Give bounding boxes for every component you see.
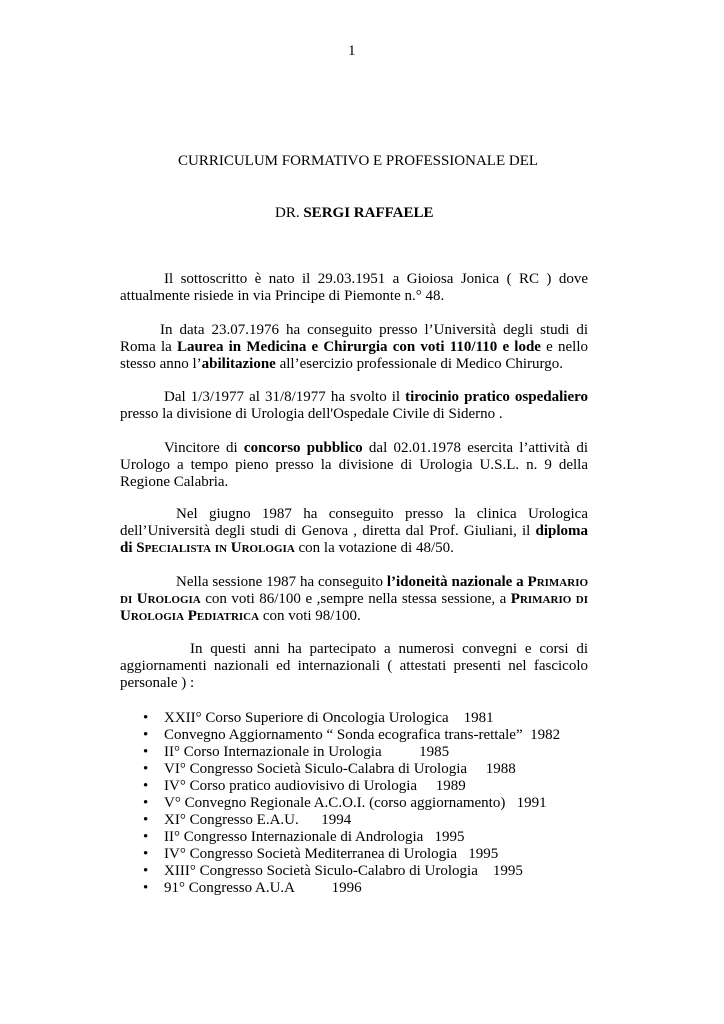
page-number: 1 <box>348 43 356 59</box>
competition-text-1: Vincitore di <box>164 440 244 456</box>
list-item: • Convegno Aggiornamento “ Sonda ecografica trans-rettale” 1982 <box>143 727 560 744</box>
list-item: • II° Congresso Internazionale di Andrologia 1995 <box>143 829 560 846</box>
doctor-name <box>275 205 434 222</box>
degree-title: Laurea in Medicina e Chirurgia con voti 110/110 e lode <box>177 339 541 355</box>
degree-text-1: In data 23.07.1976 ha conseguito presso l’Università degli studi di Roma la <box>120 322 588 355</box>
qualification-primario: Primario di Urologia <box>120 574 589 607</box>
specialization-diploma: diploma di <box>120 523 588 556</box>
degree-text-3: all’esercizio professionale di Medico Chirurgo. <box>275 356 563 372</box>
qualification-primario-pediatrica: Primario di Urologia Pediatrica <box>120 591 589 624</box>
paragraph-specialization <box>120 506 588 557</box>
paragraph-competition <box>120 440 588 491</box>
list-item: • IV° Corso pratico audiovisivo di Urologia 1989 <box>143 778 560 795</box>
course-list <box>143 710 560 897</box>
qualification-text-1: Nella sessione 1987 ha conseguito <box>176 574 387 590</box>
internship-text-1: Dal 1/3/1977 al 31/8/1977 ha svolto il <box>164 389 406 405</box>
degree-abilitazione: abilitazione <box>201 356 276 372</box>
internship-text-2: presso la divisione di Urologia dell'Ospedale Civile di Siderno . <box>120 406 503 422</box>
specialization-text-1: Nel giugno 1987 ha conseguito presso la clinica Urologica dell’Università degli studi di Genova , diretta dal Prof. Giuliani, il <box>120 506 588 539</box>
qualification-text-3: con voti 98/100. <box>259 608 361 624</box>
competition-title: concorso pubblico <box>243 440 363 456</box>
paragraph-conferences: In questi anni ha partecipato a numerosi convegni e corsi di aggiornamenti nazionali ed internazionali ( attestati presenti nel fascicolo personale ) : <box>120 641 588 691</box>
list-item: • XXII° Corso Superiore di Oncologia Urologica 1981 <box>143 710 560 727</box>
list-item: • 91° Congresso A.U.A 1996 <box>143 880 560 897</box>
specialization-text-2: con la votazione di 48/50. <box>294 540 454 556</box>
list-item: • II° Corso Internazionale in Urologia 1985 <box>143 744 560 761</box>
doctor-surname: SERGI RAFFAELE <box>303 205 434 221</box>
list-item: • XIII° Congresso Società Siculo-Calabro di Urologia 1995 <box>143 863 560 880</box>
list-item: • XI° Congresso E.A.U. 1994 <box>143 812 560 829</box>
list-item: • IV° Congresso Società Mediterranea di Urologia 1995 <box>143 846 560 863</box>
document-title: CURRICULUM FORMATIVO E PROFESSIONALE DEL <box>178 153 539 169</box>
paragraph-qualification <box>120 574 588 625</box>
list-item: • VI° Congresso Società Siculo-Calabra di Urologia 1988 <box>143 761 560 778</box>
list-item: • V° Convegno Regionale A.C.O.I. (corso aggiornamento) 1991 <box>143 795 560 812</box>
doctor-prefix: DR. <box>275 205 304 221</box>
qualification-text-2: con voti 86/100 e ,sempre nella stessa sessione, a <box>200 591 511 607</box>
paragraph-birth: Il sottoscritto è nato il 29.03.1951 a Gioiosa Jonica ( RC ) dove attualmente risiede in via Principe di Piemonte n.° 48. <box>120 271 588 304</box>
paragraph-degree <box>120 322 588 373</box>
paragraph-internship <box>120 389 588 423</box>
qualification-title: l’idoneità nazionale a <box>386 574 524 590</box>
specialization-title: Specialista in Urologia <box>136 540 295 556</box>
degree-text-2: e nello stesso anno l’ <box>120 339 588 372</box>
internship-title: tirocinio pratico ospedaliero <box>405 389 588 405</box>
competition-text-2: dal 02.01.1978 esercita l’attività di Urologo a tempo pieno presso la divisione di Urologia U.S.L. n. 9 della Regione Calabria. <box>120 440 588 490</box>
